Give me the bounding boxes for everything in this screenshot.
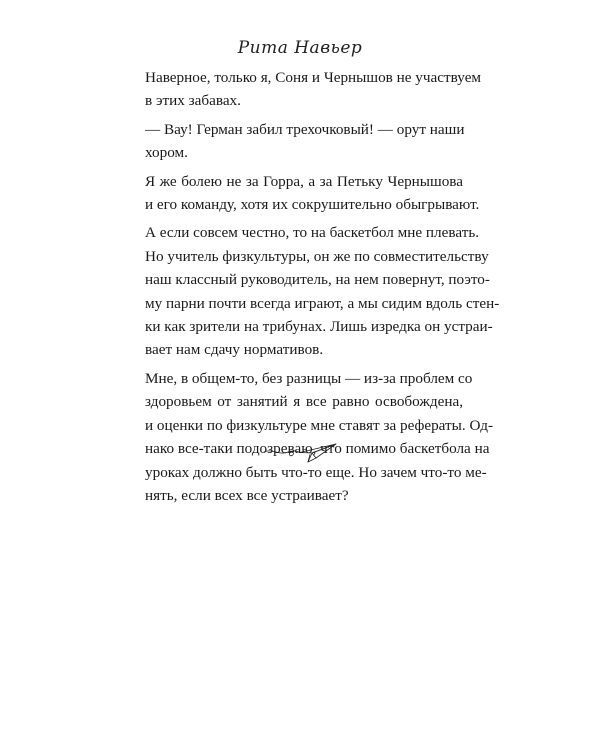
text-line: Но учитель физкультуры, он же по совместительству xyxy=(145,247,489,265)
text-line: в этих забавах. xyxy=(145,92,241,110)
running-header: Рита Навьер xyxy=(237,38,363,58)
text-line: и его команду, хотя их сокрушительно обыгрывают. xyxy=(145,196,480,214)
paragraph xyxy=(145,221,500,361)
text-line: наш классный руководитель, на нем повернут, поэто- xyxy=(145,271,490,289)
paragraph xyxy=(145,367,494,507)
paragraph xyxy=(145,66,482,113)
text-line: му парни почти всегда играют, а мы сидим вдоль стен- xyxy=(145,294,500,312)
text-line: здоровьем от занятий я все равно освобождена, xyxy=(145,393,463,411)
text-line: Наверное, только я, Соня и Чернышов не участвуем xyxy=(145,69,482,86)
text-line: вает нам сдачу нормативов. xyxy=(145,341,324,359)
paragraph xyxy=(145,170,480,217)
text-line: нять, если всех все устраивает? xyxy=(145,486,349,504)
paper-airplane-icon xyxy=(262,440,338,466)
text-line: ки как зрители на трибунах. Лишь изредка он устраи- xyxy=(145,318,493,336)
paragraph xyxy=(145,118,463,165)
text-line: нако все-таки подозреваю, что помимо баскетбола на xyxy=(145,440,490,458)
text-line: А если совсем честно, то на баскетбол мне плевать. xyxy=(145,224,480,242)
text-line: Я же болею не за Горра, а за Петьку Чернышова xyxy=(145,172,463,190)
text-line: хором. xyxy=(145,144,188,162)
text-line: уроках должно быть что-то еще. Но зачем что-то ме- xyxy=(145,463,487,481)
text-line: — Вау! Герман забил трехочковый! — орут наши xyxy=(145,120,465,138)
text-line: Мне, в общем-то, без разницы — из-за проблем со xyxy=(145,369,473,387)
text-line: и оценки по физкультуре мне ставят за рефераты. Од- xyxy=(145,416,494,434)
